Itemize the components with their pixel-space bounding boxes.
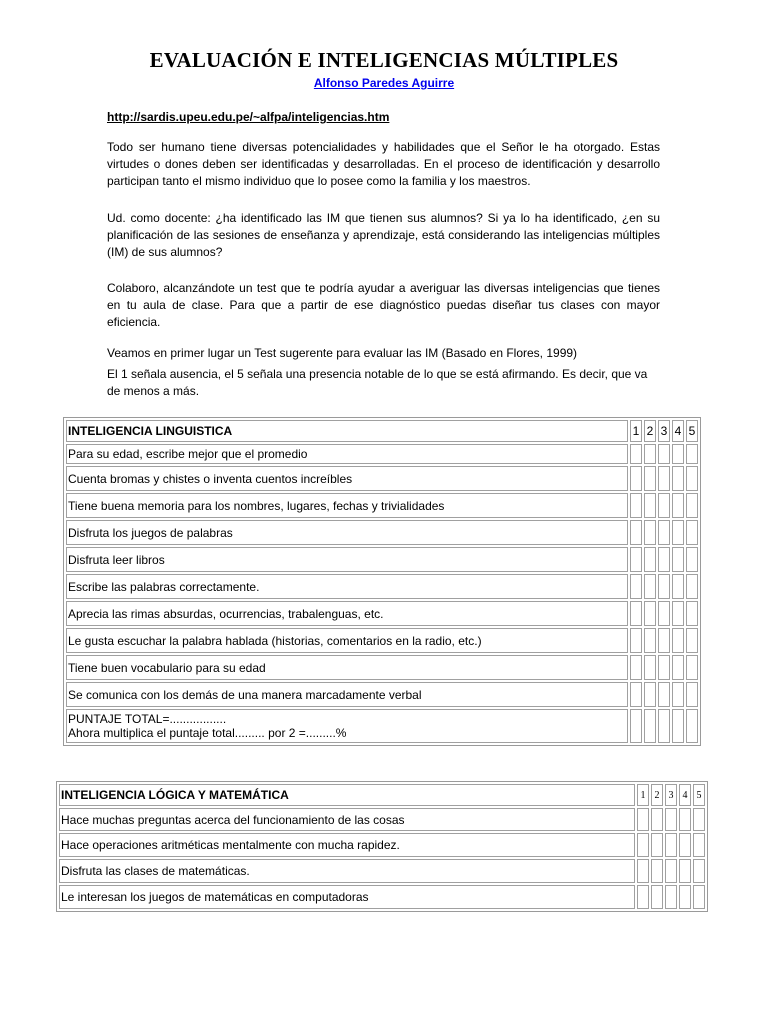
- table-row: [66, 547, 698, 572]
- scale-1: 1: [630, 420, 642, 442]
- rating-cell-2[interactable]: [651, 885, 663, 909]
- rating-cell-2[interactable]: [644, 601, 656, 626]
- rating-cell-3[interactable]: [658, 493, 670, 518]
- rating-cell-4[interactable]: [672, 466, 684, 491]
- rating-cell-5[interactable]: [686, 682, 698, 707]
- rating-cell-2[interactable]: [644, 628, 656, 653]
- rating-cell-5[interactable]: [693, 808, 705, 831]
- total-score-line: PUNTAJE TOTAL=.................: [68, 712, 227, 726]
- rating-cell-4[interactable]: [672, 444, 684, 464]
- rating-cell-4[interactable]: [679, 885, 691, 909]
- table-row: [59, 833, 705, 857]
- linguistic-intelligence-table: [63, 417, 701, 746]
- rating-cell-4[interactable]: [672, 520, 684, 545]
- rating-cell-3[interactable]: [658, 682, 670, 707]
- rating-cell-4[interactable]: [672, 493, 684, 518]
- item-text: Le interesan los juegos de matemáticas en computadoras: [59, 885, 635, 909]
- rating-cell-1[interactable]: [630, 466, 642, 491]
- rating-cell-2[interactable]: [651, 859, 663, 883]
- rating-cell-3[interactable]: [658, 709, 670, 743]
- rating-cell-1[interactable]: [637, 833, 649, 857]
- scale-1: 1: [637, 784, 649, 806]
- rating-cell-1[interactable]: [630, 682, 642, 707]
- table-row: [59, 808, 705, 831]
- rating-cell-2[interactable]: [644, 466, 656, 491]
- scale-4: 4: [679, 784, 691, 806]
- rating-cell-3[interactable]: [658, 466, 670, 491]
- table-header-row: [66, 420, 698, 442]
- item-text: Disfruta leer libros: [66, 547, 628, 572]
- scale-4: 4: [672, 420, 684, 442]
- rating-cell-1[interactable]: [637, 885, 649, 909]
- table-row: [66, 466, 698, 491]
- scale-explanation: El 1 señala ausencia, el 5 señala una presencia notable de lo que se está afirmando. Es decir, que va de menos a más.: [107, 367, 648, 398]
- rating-cell-5[interactable]: [686, 628, 698, 653]
- item-text: Le gusta escuchar la palabra hablada (historias, comentarios en la radio, etc.): [66, 628, 628, 653]
- item-text: Cuenta bromas y chistes o inventa cuentos increíbles: [66, 466, 628, 491]
- table-row: [66, 601, 698, 626]
- rating-cell-3[interactable]: [658, 520, 670, 545]
- rating-cell-1[interactable]: [630, 655, 642, 680]
- percentage-line: Ahora multiplica el puntaje total......... por 2 =.........%: [68, 726, 347, 740]
- rating-cell-5[interactable]: [693, 833, 705, 857]
- rating-cell-5[interactable]: [686, 655, 698, 680]
- rating-cell-1[interactable]: [630, 601, 642, 626]
- scale-5: 5: [686, 420, 698, 442]
- scale-2: 2: [644, 420, 656, 442]
- rating-cell-1[interactable]: [630, 709, 642, 743]
- rating-cell-5[interactable]: [693, 859, 705, 883]
- rating-cell-2[interactable]: [644, 682, 656, 707]
- rating-cell-4[interactable]: [672, 709, 684, 743]
- item-text: Tiene buena memoria para los nombres, lugares, fechas y trivialidades: [66, 493, 628, 518]
- item-text: Tiene buen vocabulario para su edad: [66, 655, 628, 680]
- item-text: Disfruta las clases de matemáticas.: [59, 859, 635, 883]
- table-row: [66, 682, 698, 707]
- rating-cell-1[interactable]: [630, 574, 642, 599]
- scale-2: 2: [651, 784, 663, 806]
- rating-cell-1[interactable]: [630, 520, 642, 545]
- rating-cell-5[interactable]: [686, 547, 698, 572]
- rating-cell-4[interactable]: [679, 859, 691, 883]
- document-title: EVALUACIÓN E INTELIGENCIAS MÚLTIPLES: [149, 48, 619, 72]
- table-header-row: [59, 784, 705, 806]
- rating-cell-1[interactable]: [630, 628, 642, 653]
- rating-cell-5[interactable]: [686, 466, 698, 491]
- rating-cell-3[interactable]: [658, 547, 670, 572]
- table-row: [66, 628, 698, 653]
- rating-cell-4[interactable]: [672, 628, 684, 653]
- rating-cell-2[interactable]: [644, 709, 656, 743]
- rating-cell-5[interactable]: [686, 493, 698, 518]
- linguistic-header: INTELIGENCIA LINGUISTICA: [66, 420, 628, 442]
- teacher-question-paragraph: Ud. como docente: ¿ha identificado las IM que tienen sus alumnos? Si ya lo ha identificado, ¿en su planificación de las sesiones de enseñanza y aprendizaje, está considerando las inteligencias múltiples (IM) de sus alumnos?: [107, 211, 660, 259]
- item-text: Disfruta los juegos de palabras: [66, 520, 628, 545]
- item-text: Escribe las palabras correctamente.: [66, 574, 628, 599]
- rating-cell-2[interactable]: [644, 574, 656, 599]
- item-text: Aprecia las rimas absurdas, ocurrencias, trabalenguas, etc.: [66, 601, 628, 626]
- scale-5: 5: [693, 784, 705, 806]
- total-row: [66, 709, 698, 743]
- table-row: [66, 493, 698, 518]
- rating-cell-2[interactable]: [644, 444, 656, 464]
- rating-cell-4[interactable]: [679, 808, 691, 831]
- total-cell: [66, 709, 628, 743]
- rating-cell-2[interactable]: [644, 547, 656, 572]
- rating-cell-3[interactable]: [665, 885, 677, 909]
- table-row: [66, 655, 698, 680]
- rating-cell-4[interactable]: [672, 547, 684, 572]
- rating-cell-4[interactable]: [679, 833, 691, 857]
- test-offer-paragraph: Colaboro, alcanzándote un test que te podría ayudar a averiguar las diversas inteligencias que tienes en tu aula de clase. Para que a partir de ese diagnóstico puedas diseñar tus clases con mayor eficiencia.: [107, 281, 660, 329]
- rating-cell-5[interactable]: [686, 601, 698, 626]
- intro-paragraph: Todo ser humano tiene diversas potencialidades y habilidades que el Señor le ha otorgado. Estas virtudes o dones deben ser identificadas y desarrolladas. En el proceso de identificación y desarrollo participan tanto el mismo individuo que lo posee como la familia y los maestros.: [107, 140, 660, 188]
- rating-cell-5[interactable]: [686, 709, 698, 743]
- rating-cell-3[interactable]: [665, 833, 677, 857]
- rating-cell-1[interactable]: [637, 808, 649, 831]
- source-url-link[interactable]: http://sardis.upeu.edu.pe/~alfpa/inteligencias.htm: [107, 110, 390, 124]
- item-text: Hace operaciones aritméticas mentalmente con mucha rapidez.: [59, 833, 635, 857]
- rating-cell-4[interactable]: [672, 682, 684, 707]
- table-row: [66, 520, 698, 545]
- rating-cell-3[interactable]: [658, 444, 670, 464]
- rating-cell-4[interactable]: [672, 655, 684, 680]
- rating-cell-2[interactable]: [644, 493, 656, 518]
- rating-cell-5[interactable]: [693, 885, 705, 909]
- rating-cell-4[interactable]: [672, 574, 684, 599]
- rating-cell-3[interactable]: [658, 628, 670, 653]
- rating-cell-2[interactable]: [644, 655, 656, 680]
- rating-cell-5[interactable]: [686, 520, 698, 545]
- rating-cell-1[interactable]: [630, 547, 642, 572]
- rating-cell-1[interactable]: [637, 859, 649, 883]
- rating-cell-4[interactable]: [672, 601, 684, 626]
- table-row: [59, 859, 705, 883]
- scale-3: 3: [665, 784, 677, 806]
- item-text: Se comunica con los demás de una manera marcadamente verbal: [66, 682, 628, 707]
- author-link[interactable]: Alfonso Paredes Aguirre: [313, 76, 455, 90]
- item-text: Hace muchas preguntas acerca del funcionamiento de las cosas: [59, 808, 635, 831]
- rating-cell-1[interactable]: [630, 493, 642, 518]
- rating-cell-1[interactable]: [630, 444, 642, 464]
- rating-cell-2[interactable]: [644, 520, 656, 545]
- rating-cell-2[interactable]: [651, 833, 663, 857]
- table-row: [66, 444, 698, 464]
- rating-cell-3[interactable]: [665, 859, 677, 883]
- rating-cell-3[interactable]: [665, 808, 677, 831]
- item-text: Para su edad, escribe mejor que el promedio: [66, 444, 628, 464]
- table-row: [59, 885, 705, 909]
- rating-cell-5[interactable]: [686, 574, 698, 599]
- rating-cell-5[interactable]: [686, 444, 698, 464]
- rating-cell-3[interactable]: [658, 655, 670, 680]
- logical-math-intelligence-table: [56, 781, 708, 912]
- rating-cell-3[interactable]: [658, 574, 670, 599]
- rating-cell-2[interactable]: [651, 808, 663, 831]
- rating-cell-3[interactable]: [658, 601, 670, 626]
- logical-header: INTELIGENCIA LÓGICA Y MATEMÁTICA: [59, 784, 635, 806]
- scale-3: 3: [658, 420, 670, 442]
- test-intro-line: Veamos en primer lugar un Test sugerente para evaluar las IM (Basado en Flores, 1999): [107, 346, 578, 360]
- table-row: [66, 574, 698, 599]
